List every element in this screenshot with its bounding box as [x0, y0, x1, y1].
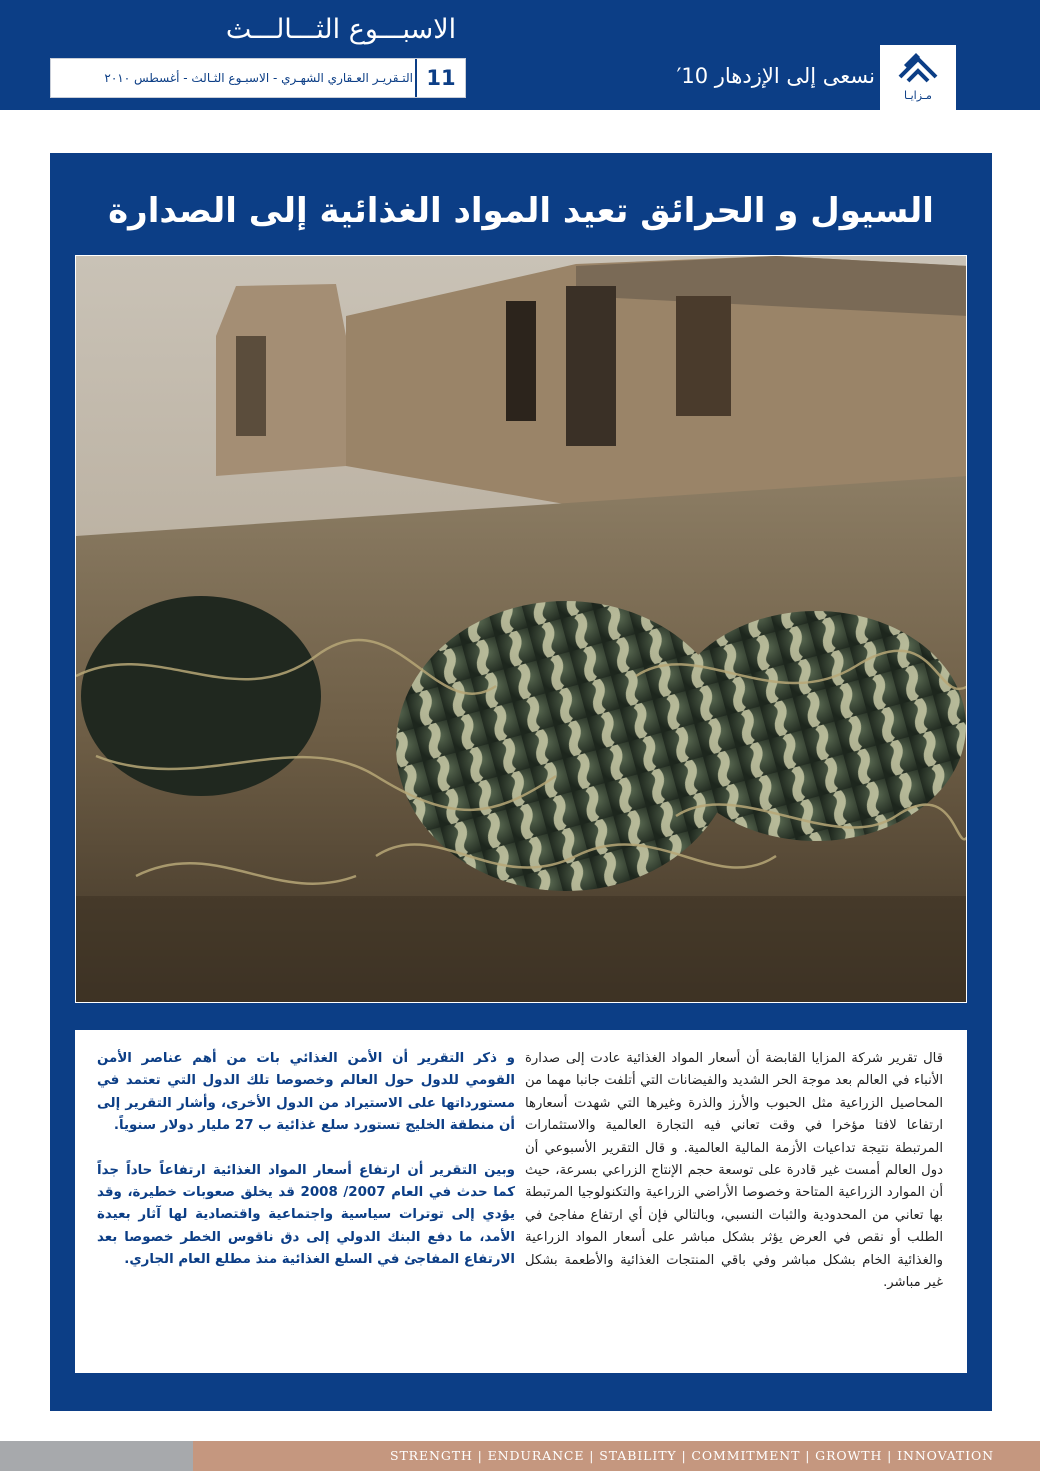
footer-values-bar: STRENGTH | ENDURANCE | STABILITY | COMMITMENT | GROWTH | INNOVATION — [193, 1441, 1040, 1471]
page-number: 11 — [415, 59, 465, 97]
week-title: الاسبـــوع الثـــالـــث — [225, 14, 457, 45]
report-info-box — [50, 58, 466, 98]
watermelon-field-image — [76, 256, 967, 1003]
logo-wordmark: مـزايـا — [904, 89, 932, 102]
article-photo — [75, 255, 967, 1003]
article-column-left — [97, 1048, 515, 1272]
report-subtitle: التـقريـر العـقاري الشهـري - الاسبـوع الثـالث - أغسطس ٢٠١٠ — [104, 71, 413, 85]
article-paragraph: و ذكر التقرير أن الأمن الغذائي بات من أهم عناصر الأمن القومي للدول حول العالم وخصوصا تلك الدول التي تعتمد في مستورداتها على الاستيراد من الدول الأخرى، وأشار التقرير إلى أن منطقة الخليج تستورد سلع غذائية ب 27 مليار دولار سنوياً. — [97, 1051, 515, 1134]
article-column-right — [525, 1048, 943, 1294]
logo-icon — [894, 51, 942, 89]
page-header — [0, 0, 1040, 110]
brand-slogan: نسعى إلى الإزدهار 10′ — [676, 64, 875, 88]
article-paragraph: قال تقرير شركة المزايا القابضة أن أسعار المواد الغذائية عادت إلى صدارة الأنباء في العالم بعد موجة الحر الشديد والفيضانات التي أتلفت جانبا مهما من المحاصيل الزراعية مثل الحبوب والأرز والذرة وغيرها التي شهدت أسعارها ارتفاعا لافتا مؤخرا في وقت تعاني فيه التجارة العالمية والاستثمارات المرتبطة نتيجة تداعيات الأزمة المالية العالمية. و قال التقرير الأسبوعي أن دول العالم أمست غير قادرة على توسعة حجم الإنتاج الزراعي بسرعة، حيث أن الموارد الزراعية المتاحة وخصوصا الأراضي الزراعية والتكنولوجيا المرتبطة بها تعاني من المحدودية والثبات النسبي، وبالتالي فإن أي ارتفاع مفاجئ في الطلب أو نقص في العرض يؤثر بشكل مباشر على أسعار المواد الزراعية والغذائية الخام بشكل مباشر وفي باقي المنتجات الغذائية والأطعمة بشكل غير مباشر. — [525, 1051, 943, 1291]
footer-accent-block — [0, 1441, 193, 1471]
company-logo — [880, 45, 956, 110]
article-panel — [50, 153, 992, 1411]
article-headline: السيول و الحرائق تعيد المواد الغذائية إلى الصدارة — [108, 191, 934, 231]
article-paragraph: وبين التقرير أن ارتفاع أسعار المواد الغذائية ارتفاعاً حاداً جداً كما حدث في العام 2007/ 2008 قد يخلق صعوبات خطيرة، وقد يؤدي إلى توترات سياسية واجتماعية واقتصادية لها آثار بعيدة الأمد، ما دفع البنك الدولي إلى دق ناقوس الخطر خصوصا بعد الارتفاع المفاجئ في السلع الغذائية منذ مطلع العام الجاري. — [97, 1162, 515, 1268]
article-body — [75, 1030, 967, 1373]
